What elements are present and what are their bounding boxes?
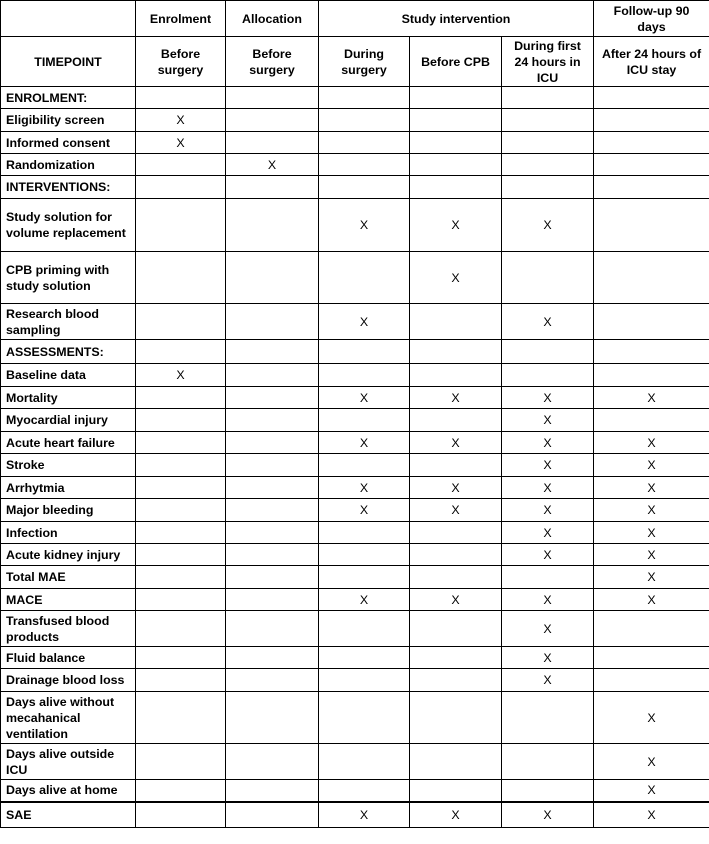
schedule-cell [410,780,502,802]
schedule-cell [226,109,319,132]
schedule-cell [410,109,502,132]
table-row [1,669,709,692]
schedule-cell: X [502,304,594,340]
schedule-cell [410,692,502,744]
table-row [1,432,709,454]
schedule-cell [410,340,502,364]
schedule-cell [226,340,319,364]
schedule-cell [136,647,226,669]
row-label: Baseline data [1,364,136,387]
table-row [1,132,709,154]
schedule-cell [136,304,226,340]
header-allocation: Allocation [226,1,319,37]
schedule-cell [410,611,502,647]
schedule-cell [319,409,410,432]
schedule-cell [226,589,319,611]
schedule-cell [594,132,709,154]
header-during-surgery: During surgery [319,37,410,87]
table-row [1,409,709,432]
schedule-cell [226,544,319,566]
header-during-first-24h-icu: During first 24 hours in ICU [502,37,594,87]
schedule-cell [502,692,594,744]
schedule-cell [136,409,226,432]
schedule-cell: X [319,477,410,499]
schedule-cell [136,387,226,409]
table-row [1,499,709,522]
schedule-cell [594,611,709,647]
row-label: Research blood sampling [1,304,136,340]
schedule-cell [319,669,410,692]
schedule-cell [226,132,319,154]
schedule-cell [410,154,502,176]
schedule-cell: X [594,566,709,589]
schedule-cell [136,589,226,611]
table-row [1,387,709,409]
schedule-cell [410,409,502,432]
schedule-cell [226,780,319,802]
row-label: Transfused blood products [1,611,136,647]
schedule-cell: X [502,409,594,432]
schedule-cell [226,477,319,499]
table-row [1,589,709,611]
schedule-cell [226,692,319,744]
table-row [1,566,709,589]
schedule-cell [502,252,594,304]
schedule-cell [410,364,502,387]
schedule-cell: X [594,544,709,566]
schedule-cell [319,522,410,544]
schedule-cell: X [594,387,709,409]
schedule-cell [410,132,502,154]
schedule-cell [319,566,410,589]
schedule-cell [226,387,319,409]
schedule-cell: X [594,744,709,780]
schedule-cell [319,132,410,154]
schedule-cell [319,364,410,387]
row-label: CPB priming with study solution [1,252,136,304]
row-label: Mortality [1,387,136,409]
header-after-24h-icu: After 24 hours of ICU stay [594,37,709,87]
schedule-cell: X [502,647,594,669]
schedule-cell: X [594,432,709,454]
table-row [1,780,709,802]
schedule-cell: X [319,802,410,828]
schedule-cell: X [410,199,502,252]
schedule-cell [594,199,709,252]
schedule-cell: X [319,499,410,522]
schedule-cell: X [410,499,502,522]
row-label: Fluid balance [1,647,136,669]
table-body [1,87,709,828]
schedule-cell [594,340,709,364]
schedule-cell: X [594,477,709,499]
section-label: ENROLMENT: [1,87,136,109]
row-label: Total MAE [1,566,136,589]
table-row [1,477,709,499]
schedule-cell [136,176,226,199]
schedule-cell [502,340,594,364]
schedule-cell: X [410,589,502,611]
schedule-cell [226,566,319,589]
table-row [1,544,709,566]
section-row [1,87,709,109]
row-label: SAE [1,802,136,828]
section-row [1,176,709,199]
schedule-cell: X [410,802,502,828]
schedule-cell [319,87,410,109]
schedule-cell: X [502,802,594,828]
schedule-cell [226,176,319,199]
schedule-cell [410,544,502,566]
row-label: Acute heart failure [1,432,136,454]
schedule-cell [136,566,226,589]
schedule-cell [410,566,502,589]
row-label: Days alive outside ICU [1,744,136,780]
schedule-cell: X [594,692,709,744]
row-label: Myocardial injury [1,409,136,432]
schedule-cell [410,744,502,780]
schedule-cell [226,499,319,522]
header-followup: Follow-up 90 days [594,1,709,37]
row-label: Days alive without mecahanical ventilation [1,692,136,744]
schedule-cell [594,252,709,304]
schedule-cell: X [594,522,709,544]
schedule-cell [319,544,410,566]
schedule-cell [226,304,319,340]
schedule-cell: X [502,432,594,454]
schedule-cell [502,109,594,132]
row-label: Arrhytmia [1,477,136,499]
schedule-cell [136,611,226,647]
schedule-cell [226,611,319,647]
table-row [1,199,709,252]
table-row [1,109,709,132]
schedule-cell [410,304,502,340]
schedule-cell: X [410,252,502,304]
table-row [1,154,709,176]
row-label: Informed consent [1,132,136,154]
schedule-cell: X [594,802,709,828]
schedule-cell: X [410,432,502,454]
schedule-cell [594,364,709,387]
schedule-cell [226,252,319,304]
schedule-cell [319,647,410,669]
schedule-cell: X [410,477,502,499]
table-row [1,304,709,340]
schedule-cell [594,176,709,199]
schedule-cell [226,669,319,692]
schedule-cell [136,340,226,364]
schedule-cell [136,477,226,499]
schedule-cell [226,522,319,544]
schedule-cell [136,744,226,780]
schedule-cell: X [502,477,594,499]
schedule-cell [410,647,502,669]
schedule-cell [594,669,709,692]
schedule-cell [136,432,226,454]
schedule-cell: X [594,499,709,522]
schedule-cell: X [319,199,410,252]
schedule-cell [226,802,319,828]
schedule-cell [502,87,594,109]
schedule-cell [136,802,226,828]
schedule-cell [319,744,410,780]
schedule-cell: X [502,544,594,566]
schedule-cell: X [502,611,594,647]
schedule-cell [136,522,226,544]
header-before-surgery-allocation: Before surgery [226,37,319,87]
row-label: Eligibility screen [1,109,136,132]
schedule-cell [502,744,594,780]
schedule-cell: X [502,522,594,544]
schedule-cell: X [502,589,594,611]
schedule-cell [319,454,410,477]
schedule-cell [136,454,226,477]
schedule-cell [502,132,594,154]
schedule-cell [226,744,319,780]
table-row [1,252,709,304]
schedule-cell: X [319,589,410,611]
schedule-cell [594,304,709,340]
schedule-cell [319,780,410,802]
schedule-cell [594,87,709,109]
schedule-cell: X [594,780,709,802]
schedule-cell: X [136,109,226,132]
table-row [1,522,709,544]
schedule-cell [226,647,319,669]
schedule-cell [226,199,319,252]
schedule-cell [136,87,226,109]
schedule-cell [136,669,226,692]
schedule-cell: X [502,387,594,409]
schedule-cell [410,522,502,544]
section-label: INTERVENTIONS: [1,176,136,199]
row-label: Drainage blood loss [1,669,136,692]
schedule-cell [410,669,502,692]
schedule-cell [319,154,410,176]
row-label: Infection [1,522,136,544]
header-row-phases [1,1,709,37]
header-before-cpb: Before CPB [410,37,502,87]
table-row [1,364,709,387]
table-row [1,647,709,669]
header-row-timepoints [1,37,709,87]
schedule-cell [502,364,594,387]
section-label: ASSESSMENTS: [1,340,136,364]
schedule-cell [502,780,594,802]
schedule-cell [226,87,319,109]
schedule-cell [319,340,410,364]
schedule-cell [226,432,319,454]
schedule-cell [594,154,709,176]
schedule-cell [226,409,319,432]
header-study-intervention: Study intervention [319,1,594,37]
schedule-cell [136,252,226,304]
schedule-cell [502,566,594,589]
schedule-cell [319,252,410,304]
schedule-cell: X [410,387,502,409]
schedule-cell: X [136,132,226,154]
schedule-cell [136,544,226,566]
schedule-cell [136,780,226,802]
row-label: MACE [1,589,136,611]
schedule-cell [594,647,709,669]
schedule-cell: X [502,199,594,252]
header-timepoint: TIMEPOINT [1,37,136,87]
schedule-cell [136,199,226,252]
table-row [1,611,709,647]
schedule-cell: X [594,454,709,477]
schedule-cell: X [319,387,410,409]
schedule-cell [319,692,410,744]
table-row [1,744,709,780]
schedule-cell [319,176,410,199]
row-label: Major bleeding [1,499,136,522]
header-enrolment: Enrolment [136,1,226,37]
schedule-cell [319,611,410,647]
schedule-cell [319,109,410,132]
schedule-cell [136,154,226,176]
table-row [1,692,709,744]
table-row [1,454,709,477]
schedule-cell [410,176,502,199]
schedule-cell [410,454,502,477]
row-label: Stroke [1,454,136,477]
header-corner [1,1,136,37]
schedule-cell [594,409,709,432]
schedule-cell: X [319,304,410,340]
schedule-cell [136,499,226,522]
section-row [1,340,709,364]
schedule-cell: X [136,364,226,387]
row-label: Randomization [1,154,136,176]
schedule-cell: X [594,589,709,611]
table-row [1,802,709,828]
header-before-surgery-enrolment: Before surgery [136,37,226,87]
schedule-cell [136,692,226,744]
schedule-cell [410,87,502,109]
schedule-cell: X [502,454,594,477]
row-label: Acute kidney injury [1,544,136,566]
row-label: Study solution for volume replacement [1,199,136,252]
row-label: Days alive at home [1,780,136,802]
schedule-cell [502,154,594,176]
schedule-cell [502,176,594,199]
schedule-cell [594,109,709,132]
schedule-cell: X [502,669,594,692]
schedule-cell [226,454,319,477]
schedule-cell: X [226,154,319,176]
schedule-cell [226,364,319,387]
schedule-cell: X [502,499,594,522]
schedule-cell: X [319,432,410,454]
